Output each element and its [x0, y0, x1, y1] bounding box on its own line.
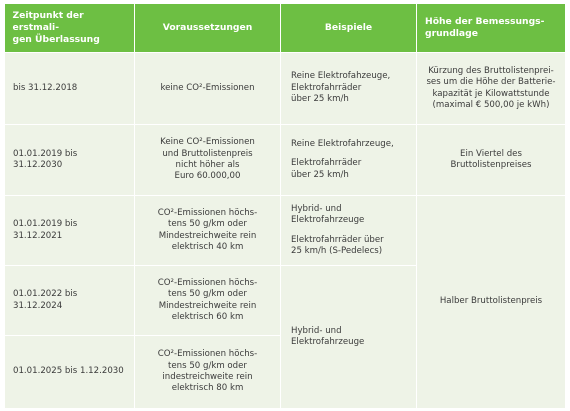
example-line: Elektrofahrräder: [291, 82, 362, 93]
example-line: Elektrofahrräder: [291, 158, 362, 169]
basis-cell: [417, 125, 566, 196]
requirement-cell: [135, 336, 281, 409]
table-row: [5, 196, 566, 266]
requirement-line: tens 50 g/km oder: [168, 360, 247, 371]
header-basis-line-2: grundlage: [425, 28, 478, 39]
requirement-line: Euro 60.000,00: [174, 171, 241, 182]
requirement-cell: [135, 53, 281, 125]
requirement-line: elektrisch 40 km: [171, 241, 244, 252]
date-cell: 01.01.2019 bis 31.12.2021: [5, 196, 135, 266]
header-row: [5, 4, 566, 53]
basis-line: ses um die Höhe der Batterie-: [426, 77, 556, 88]
requirement-line: elektrisch 60 km: [171, 311, 244, 322]
requirement-line: elektrisch 80 km: [171, 383, 244, 394]
requirement-line: Mindestreichweite rein: [158, 300, 257, 311]
basis-line: kapazität je Kilowattstunde: [432, 88, 550, 99]
example-line: Elektrofahrzeuge: [291, 215, 365, 226]
date-cell: 01.01.2019 bis 31.12.2030: [5, 125, 135, 196]
examples-cell: [281, 53, 417, 125]
example-line: Reine Elektrofahrzeuge,: [291, 138, 394, 149]
requirement-cell: [135, 196, 281, 266]
basis-line: Ein Viertel des: [460, 148, 522, 159]
requirement-line: tens 50 g/km oder: [168, 219, 247, 230]
requirement-line: Mindestreichweite rein: [158, 230, 257, 241]
examples-cell: [281, 196, 417, 266]
example-line: Elektrofahrzeuge: [291, 337, 365, 347]
basis-cell: [417, 53, 566, 125]
example-line: Reine Elektrofahzeuge,: [291, 71, 391, 82]
date-cell: 01.01.2022 bis 31.12.2024: [5, 266, 135, 336]
header-examples: Beispiele: [281, 4, 417, 53]
basis-cell-merged: Halber Bruttolistenpreis: [417, 196, 566, 409]
example-line: 25 km/h (S-Pedelecs): [291, 245, 383, 256]
date-cell: bis 31.12.2018: [5, 53, 135, 125]
header-date: [5, 4, 135, 53]
date-cell: 01.01.2025 bis 1.12.2030: [5, 336, 135, 409]
basis-line: (maximal € 500,00 je kWh): [432, 99, 550, 110]
requirement-line: und Bruttolistenpreis: [162, 148, 253, 159]
header-date-line-1: Zeitpunkt der erstmali-: [12, 9, 84, 33]
basis-line: Bruttolistenpreises: [450, 160, 532, 170]
example-line: Hybrid- und: [291, 325, 342, 336]
examples-cell: [281, 125, 417, 196]
requirement-cell: [135, 125, 281, 196]
table-row: [5, 125, 566, 196]
requirement-line: tens 50 g/km oder: [168, 289, 247, 300]
example-line: über 25 km/h: [291, 94, 349, 105]
requirement-line: indestreichweite rein: [162, 372, 253, 382]
header-basis-line-1: Höhe der Bemessungs-: [425, 15, 545, 27]
example-line: über 25 km/h: [291, 169, 349, 180]
examples-cell-merged: [281, 266, 417, 409]
requirement-line: Keine CO²-Emissionen: [160, 137, 255, 148]
requirement-line: nicht höher als: [175, 160, 240, 170]
table-row: [5, 53, 566, 125]
example-line: Elektrofahrräder über: [291, 234, 384, 245]
requirement-cell: [135, 266, 281, 336]
example-line: Hybrid- und: [291, 203, 342, 214]
requirement-line: CO²-Emissionen höchs-: [157, 349, 258, 360]
header-basis: [417, 4, 566, 53]
requirement-line: keine CO²-Emissionen: [160, 82, 255, 93]
header-requirements: Voraussetzungen: [135, 4, 281, 53]
header-date-line-2: gen Überlassung: [12, 34, 100, 46]
tax-table: [4, 4, 566, 409]
requirement-line: CO²-Emissionen höchs-: [157, 277, 258, 288]
basis-line: Kürzung des Bruttolistenprei-: [428, 65, 554, 76]
requirement-line: CO²-Emissionen höchs-: [157, 207, 258, 218]
